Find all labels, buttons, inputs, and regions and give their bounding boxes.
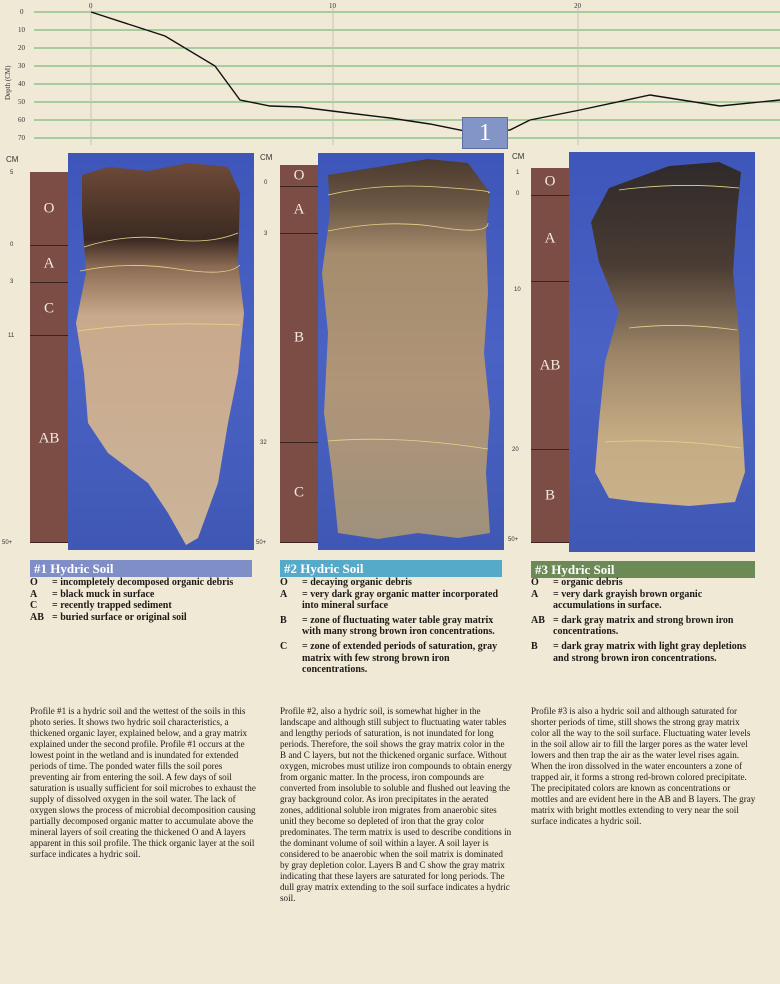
scale-tick: 0 [516, 191, 520, 197]
profile-number-badge: 1 [462, 117, 508, 149]
horizon-a: A [30, 246, 68, 283]
horizon-b: B [280, 234, 318, 443]
profile-1-legend [30, 577, 260, 623]
y-axis-label: Depth (CM) [4, 65, 12, 100]
y-tick: 70 [18, 134, 25, 142]
y-tick: 10 [18, 26, 25, 34]
y-tick: 30 [18, 62, 25, 70]
profile-1-description: Profile #1 is a hydric soil and the wettest of the soils in this photo series. It shows two hydric soil characteristics, a thickened organic layer, explained below, and a gray matrix explained under the second profile. Profile #1 occurs at the lowest point in the wetland and is inundated for extended periods of time. The ponded water fills the soil pores preventing air from entering the soil. A few days of soil saturation is usually sufficient for soil microbes to exhaust the supply of dissolved oxygen in the soil water. The lack of oxygen slows the process of microbial decomposition causing partially decomposed organic matter to accumulate above the mineral layers of soil creating the thickened O and A layers apparent in this soil profile. The thick organic layer at the soil surface indicates a hydric soil. [30, 706, 256, 859]
y-tick: 20 [18, 44, 25, 52]
scale-tick: 10 [514, 287, 521, 293]
profile-1-title: #1 Hydric Soil [30, 560, 252, 577]
legend-item: B = zone of fluctuating water table gray matrix with many strong brown iron concentrations. [280, 614, 495, 638]
scale-tick: 50+ [2, 540, 13, 546]
scale-tick: 20 [512, 447, 519, 453]
chart-gridlines [34, 8, 780, 145]
depth-profile-chart [0, 0, 780, 150]
scale-tick: 0 [264, 180, 268, 186]
legend-item: AB = buried surface or original soil [30, 611, 187, 623]
scale-tick: 50+ [256, 540, 267, 546]
cm-label: CM [260, 153, 273, 162]
legend-item: A = black muck in surface [30, 588, 155, 600]
scale-tick: 0 [10, 242, 14, 248]
soil-core-photo-1 [68, 153, 254, 550]
horizon-o: O [531, 168, 569, 196]
x-tick: 0 [89, 2, 93, 10]
horizon-a: A [280, 187, 318, 234]
legend-item: AB = dark gray matrix and strong brown iron concentrations. [531, 614, 734, 638]
profile-2-legend [280, 577, 502, 676]
y-tick: 60 [18, 116, 25, 124]
profile-2-title: #2 Hydric Soil [280, 560, 502, 577]
x-tick: 20 [574, 2, 581, 10]
y-tick: 40 [18, 80, 25, 88]
y-tick: 50 [18, 98, 25, 106]
profile-2-description: Profile #2, also a hydric soil, is somewhat higher in the landscape and although still subject to fluctuating water tables and lengthy periods of saturation, is not inundated for long periods. Therefore, the soil shows the gray matrix color in the B and C layers, but not the thickened organic surface. Without oxygen, microbes must utilize iron compounds to obtain energy from organic matter. In the process, iron compounds are converted from insoluble to soluble and flushed out leaving the gray background color. As iron precipitates in the aerated zones, additional soluble iron migrates from anaerobic sites unitl they become so depleted of iron that the gray color predominates. The term matrix is used to describe conditions in the dominant volume of soil within a layer. A soil layer is considered to be anaerobic when the soil matrix is dominated by gray depletion color. Layers B and C show the gray matrix indicating that these layers are saturated for long periods. The dull gray matrix extending to the soil surface indicates a hydric soil. [280, 706, 512, 903]
legend-item: A = very dark gray organic matter incorporated into mineral surface [280, 588, 499, 612]
legend-item: B = dark gray matrix with light gray depletions and strong brown iron concentrations. [531, 640, 747, 664]
y-tick: 0 [20, 8, 24, 16]
legend-item: C = recently trapped sediment [30, 600, 172, 612]
horizon-c: C [280, 443, 318, 543]
horizon-o: O [30, 172, 68, 246]
legend-item: A = very dark grayish brown organic accumulations in surface. [531, 588, 703, 612]
legend-item: C = zone of extended periods of saturation, gray matrix with few strong brown iron concentrations. [280, 640, 498, 676]
scale-tick: 1 [516, 170, 520, 176]
legend-item: O = incompletely decomposed organic debris [30, 577, 234, 588]
horizon-ab: AB [531, 282, 569, 450]
horizon-o: O [280, 165, 318, 187]
horizon-ab: AB [30, 336, 68, 543]
profile-3-description: Profile #3 is also a hydric soil and although saturated for shorter periods of time, still shows the strong gray matrix color all the way to the soil surface. Fluctuating water levels in the soil allow air to fill the larger pores as the water level lowers and then trap the air as the water level rises again. When the iron dissolved in the water encounters a zone of trapped air, it forms a strong red-brown colored precipitate. The precipitated colors are known as concentrations or mottles and are evident here in the AB and B layers. The gray matrix with bright mottles extending to very near the soil surface indicates a hydric soil. [531, 706, 756, 826]
scale-tick: 11 [8, 333, 15, 339]
horizon-b: B [531, 450, 569, 543]
profile-3-title: #3 Hydric Soil [531, 561, 755, 578]
horizon-c: C [30, 283, 68, 336]
legend-item: O = decaying organic debris [280, 577, 412, 588]
profile-3-legend [531, 577, 763, 664]
horizon-a: A [531, 196, 569, 282]
cm-label: CM [512, 152, 525, 161]
scale-tick: 3 [264, 231, 268, 237]
soil-core-photo-2 [318, 153, 504, 550]
scale-tick: 3 [10, 279, 14, 285]
scale-tick: 50+ [508, 537, 519, 543]
legend-item: O = organic debris [531, 577, 623, 588]
scale-tick: 32 [260, 440, 267, 446]
x-tick: 10 [329, 2, 336, 10]
scale-tick: 5 [10, 170, 14, 176]
cm-label: CM [6, 155, 19, 164]
soil-core-photo-3 [569, 152, 755, 552]
